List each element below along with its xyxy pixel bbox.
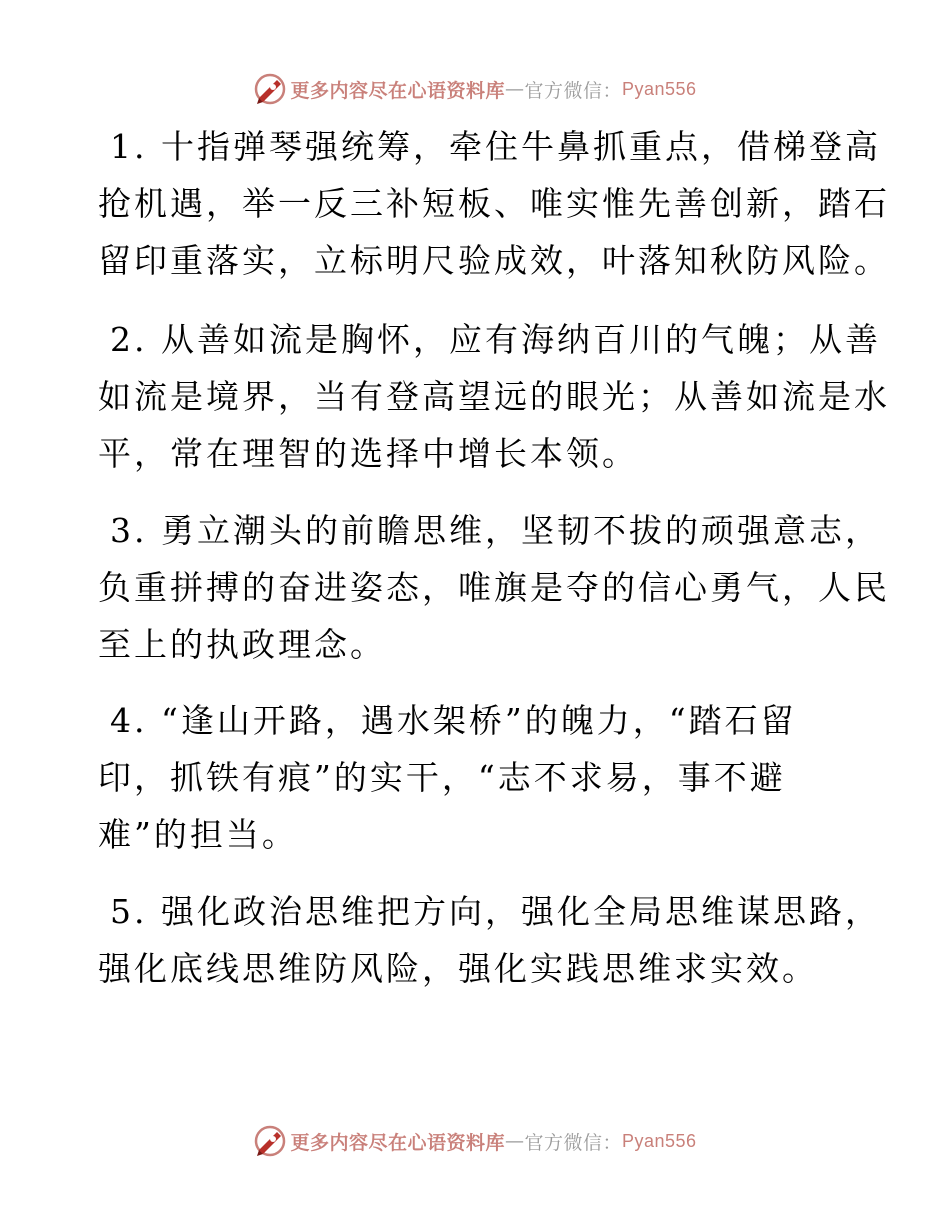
footer-watermark: [0, 1121, 950, 1161]
paragraph-line: 难”的担当。: [98, 815, 298, 854]
footer-wechat-label: 官方微信：: [524, 1131, 622, 1154]
pen-logo-icon: [253, 1124, 287, 1158]
header-wechat-label: 官方微信：: [524, 79, 622, 102]
header-dash: —: [504, 78, 525, 100]
footer-wechat-id: Pyan556: [621, 1130, 697, 1151]
paragraph-line: 至上的执政理念。: [98, 625, 386, 664]
footer-dash: —: [504, 1130, 525, 1152]
paragraph-line: 抢机遇，举一反三补短板、唯实惟先善创新，踏石: [98, 184, 890, 223]
paragraph-4: [98, 692, 858, 863]
paragraph-3: [98, 502, 890, 673]
header-watermark: [0, 69, 950, 109]
header-site-name: 更多内容尽在心语资料库: [290, 79, 505, 102]
paragraph-line: 如流是境界，当有登高望远的眼光；从善如流是水: [98, 377, 890, 416]
paragraph-line: 4. “逢山开路，遇水架桥”的魄力，“踏石留: [110, 701, 797, 740]
paragraph-line: 平，常在理智的选择中增长本领。: [98, 434, 638, 473]
paragraph-line: 2. 从善如流是胸怀，应有海纳百川的气魄；从善: [110, 320, 881, 359]
paragraph-line: 5. 强化政治思维把方向，强化全局思维谋思路，: [110, 892, 881, 931]
paragraph-2: [98, 311, 890, 482]
paragraph-5: [98, 883, 881, 997]
header-wechat-id: Pyan556: [621, 78, 697, 99]
paragraph-line: 印，抓铁有痕”的实干，“志不求易，事不避: [98, 758, 786, 797]
paragraph-1: [98, 118, 890, 289]
paragraph-line: 3. 勇立潮头的前瞻思维，坚韧不拔的顽强意志，: [110, 511, 881, 550]
paragraph-line: 1. 十指弹琴强统筹，牵住牛鼻抓重点，借梯登高: [110, 127, 881, 166]
footer-site-name: 更多内容尽在心语资料库: [290, 1131, 505, 1154]
paragraph-line: 强化底线思维防风险，强化实践思维求实效。: [98, 949, 818, 988]
paragraph-line: 负重拼搏的奋进姿态，唯旗是夺的信心勇气，人民: [98, 568, 890, 607]
pen-logo-icon: [253, 72, 287, 106]
paragraph-line: 留印重落实，立标明尺验成效，叶落知秋防风险。: [98, 241, 890, 280]
